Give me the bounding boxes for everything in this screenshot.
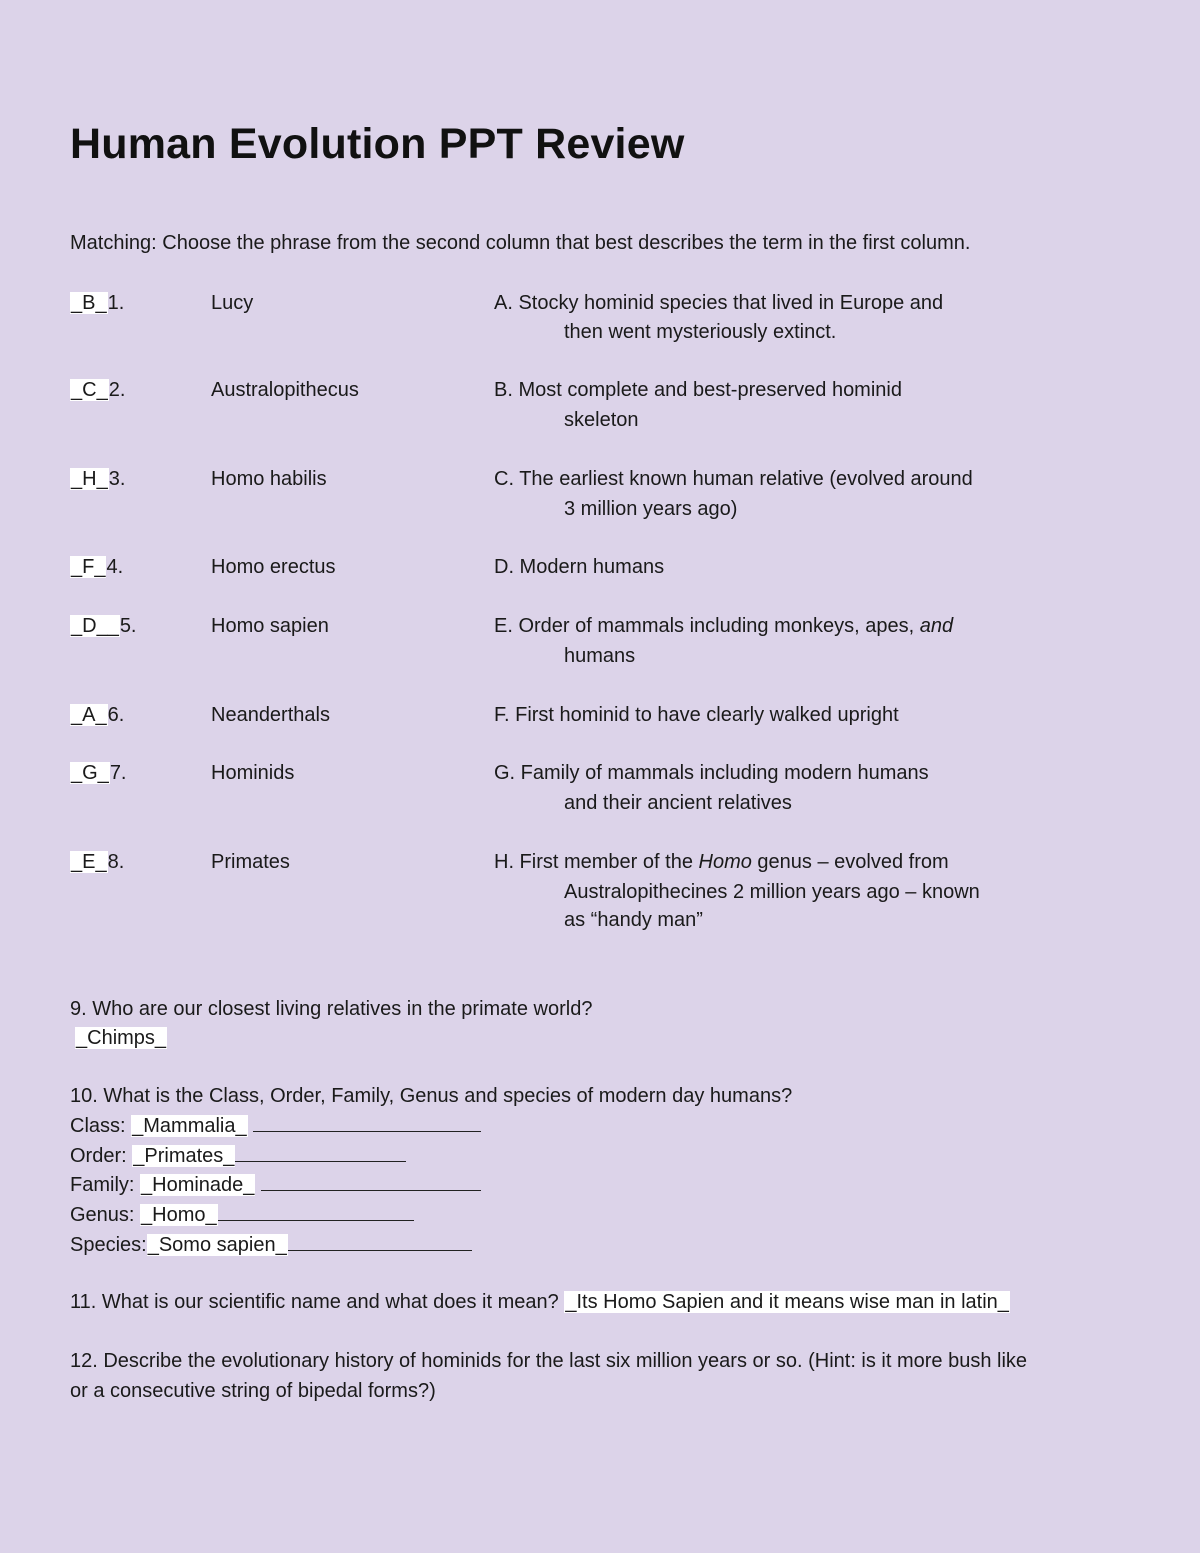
answer-field[interactable]: _F_ (71, 556, 106, 578)
answer-field[interactable]: _B_ (71, 292, 107, 314)
matching-definition: H. First member of the Homo genus – evolved from (494, 851, 949, 873)
matching-definition: A. Stocky hominid species that lived in Europe and (494, 292, 944, 314)
matching-number: _B_1. (71, 292, 125, 314)
matching-number: _A_6. (71, 704, 125, 726)
answer-field[interactable]: _Somo sapien_ (147, 1234, 287, 1256)
answer-field[interactable]: _Mammalia_ (132, 1115, 247, 1137)
matching-term: Homo habilis (211, 468, 327, 490)
matching-term: Primates (211, 851, 290, 873)
answer-field[interactable]: _Primates_ (133, 1145, 235, 1167)
question-9: 9. Who are our closest living relatives in the primate world? (70, 998, 593, 1020)
answer-field[interactable]: _Its Homo Sapien and it means wise man in latin_ (565, 1291, 1009, 1313)
answer-field[interactable]: _C_ (71, 379, 108, 401)
matching-term: Neanderthals (211, 704, 330, 726)
answer-9 (75, 1026, 167, 1050)
order-row: Order: _Primates_ (70, 1143, 406, 1168)
matching-definition-cont: skeleton (564, 409, 639, 431)
matching-number: _H_3. (71, 468, 126, 490)
question-11: 11. What is our scientific name and what does it mean? _Its Homo Sapien and it means wise man in latin_ (70, 1291, 1009, 1313)
matching-definition: E. Order of mammals including monkeys, apes, and (494, 615, 954, 637)
blank-line (253, 1113, 481, 1132)
matching-definition-cont: and their ancient relatives (564, 792, 792, 814)
matching-number: _F_4. (71, 556, 124, 578)
blank-line (235, 1143, 406, 1162)
blank-line (261, 1172, 481, 1191)
answer-field[interactable]: _D__ (71, 615, 119, 637)
matching-term: Australopithecus (211, 379, 359, 401)
matching-term: Homo erectus (211, 556, 336, 578)
matching-definition: G. Family of mammals including modern humans (494, 762, 929, 784)
answer-field[interactable]: _Hominade_ (141, 1174, 255, 1196)
matching-definition-cont: then went mysteriously extinct. (564, 321, 837, 343)
instructions: Matching: Choose the phrase from the second column that best describes the term in the first column. (70, 232, 971, 254)
blank-line (288, 1232, 472, 1251)
blank-line (218, 1202, 414, 1221)
matching-number: _D__5. (71, 615, 137, 637)
family-row: Family: _Hominade_ (70, 1172, 481, 1197)
matching-term: Lucy (211, 292, 254, 314)
matching-definition: B. Most complete and best-preserved hominid (494, 379, 902, 401)
species-row: Species:_Somo sapien_ (70, 1232, 472, 1257)
question-12-cont: or a consecutive string of bipedal forms?) (70, 1380, 436, 1402)
matching-term: Hominids (211, 762, 295, 784)
matching-number: _G_7. (71, 762, 127, 784)
matching-definition-cont: humans (564, 645, 636, 667)
question-12: 12. Describe the evolutionary history of hominids for the last six million years or so. (Hint: is it more bush like (70, 1350, 1028, 1372)
page-title: Human Evolution PPT Review (70, 120, 685, 168)
class-row: Class: _Mammalia_ (70, 1113, 481, 1138)
genus-row: Genus: _Homo_ (70, 1202, 414, 1227)
matching-definition-cont: Australopithecines 2 million years ago – known (564, 881, 980, 903)
answer-field[interactable]: _E_ (71, 851, 107, 873)
matching-number: _C_2. (71, 379, 126, 401)
matching-definition-cont: 3 million years ago) (564, 498, 738, 520)
answer-field[interactable]: _G_ (71, 762, 109, 784)
matching-definition-cont: as “handy man” (564, 909, 703, 931)
matching-term: Homo sapien (211, 615, 329, 637)
matching-number: _E_8. (71, 851, 125, 873)
answer-field[interactable]: _A_ (71, 704, 107, 726)
matching-definition: F. First hominid to have clearly walked upright (494, 704, 899, 726)
matching-definition: D. Modern humans (494, 556, 665, 578)
answer-field[interactable]: _H_ (71, 468, 108, 490)
matching-definition: C. The earliest known human relative (evolved around (494, 468, 973, 490)
question-10: 10. What is the Class, Order, Family, Genus and species of modern day humans? (70, 1085, 793, 1107)
answer-field[interactable]: _Homo_ (141, 1204, 217, 1226)
answer-field[interactable]: _Chimps_ (76, 1027, 167, 1049)
